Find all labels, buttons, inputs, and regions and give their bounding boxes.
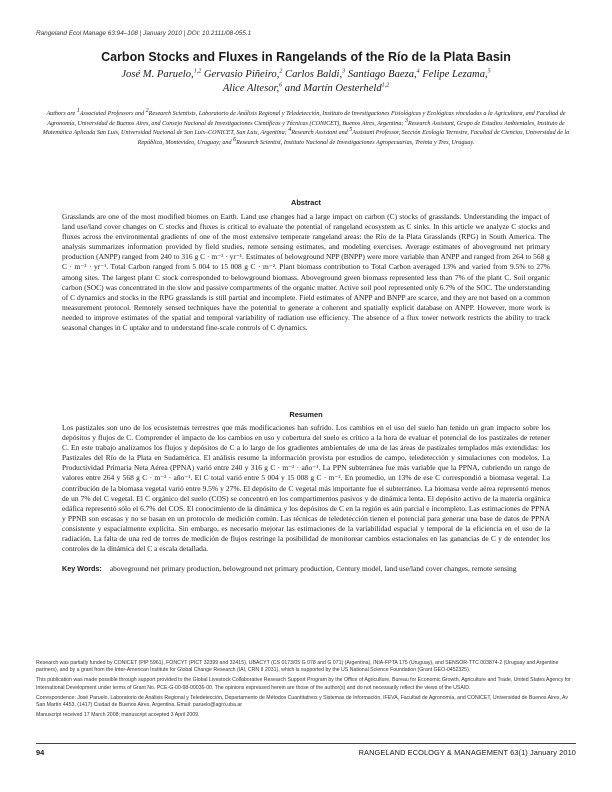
affiliation-text: Research Assistant and: [291, 130, 350, 137]
footnote-usaid: This publication was made possible through support provided to the Global Livestock Collaborative Research Support Program by the Office of Agriculture, Bureau for Economic Growth, Agriculture and Trade, United States Agency for International Development under terms of Grant No. PCE-G-00-98-00036-00. The opinions expressed herein are those of the author(s) and do not necessarily reflect the views of the USAID.: [36, 677, 571, 691]
affiliation-mark: 3: [404, 117, 408, 124]
affiliation-mark: 6: [233, 136, 237, 143]
author-affiliation-mark: 1,2: [193, 68, 202, 75]
abstract-text: Grasslands are one of the most modified biomes on Earth. Land use changes had a large impact on carbon (C) stocks of grasslands. Understanding the impact of land use/land cover changes on C stocks and fluxes is critical to evaluate the potential of rangeland ecosystem as C sinks. In this article we analyze C stocks and fluxes across the environmental gradients of one of the most extensive temperate rangeland areas: the Río de la Plata Grasslands (RPG) in South America. The analysis summarizes information provided by field studies, remote sensing estimates, and modeling exercises. Average estimates of aboveground net primary production (ANPP) ranged from 240 to 316 g C · m⁻² · yr⁻¹. Estimates of belowground NPP (BNPP) were more variable than ANPP and ranged from 264 to 568 g C · m⁻² · yr⁻¹. Total Carbon ranged from 5 004 to 15 008 g C · m⁻². Plant biomass contribution to Total Carbon averaged 13% and varied from 9.5% to 27% among sites. The largest plant C stock corresponded to belowground biomass. Aboveground green biomass represented less than 7% of the plant C. Soil organic carbon (SOC) was concentrated in the slow and passive compartments of the organic matter. Active soil pool represented only 6.7% of the SOC. The understanding of C dynamics and stocks in the RPG grasslands is still partial and incomplete. Field estimates of ANPP and BNPP are scarce, and they are not based on a common measurement protocol. Remotely sensed techniques have the potential to generate a coherent and spatially explicit database on ANPP. However, more work is needed to improve estimates of the spatial and temporal variability of radiation use efficiency. The absence of a flux tower network restricts the ability to track seasonal changes in C uptake and to understand fine-scale controls of C dynamics.: [62, 212, 550, 333]
footnote-correspondence: Correspondence: José Paruelo, Laboratorio de Análisis Regional y Teledetección, Departamento de Métodos Cuantitativos y Sistemas de Información, IFEVA, Facultad de Agronomía, and CONICET, Universidad de Buenos Aires, Av San Martín 4453, (1417) Ciudad de Buenos Aires, Argentina. Email: paruelo@agro.uba.ar: [36, 694, 569, 709]
running-header: Rangeland Ecol Manage 63:94–108 | January 2010 | DOI: 10.2111/08-055.1: [36, 30, 252, 37]
affiliation-text: Associated Professors and: [79, 111, 146, 117]
author-affiliation-mark: 4: [416, 68, 420, 75]
affiliation-text: Authors are: [46, 111, 77, 117]
affiliation-text: Research Scientist, Instituto Nacional de Investigaciones Agropecuarias, Treinta y Tres, Uruguay.: [236, 139, 475, 146]
affiliation-mark: 2: [145, 107, 149, 114]
resumen-heading: Resumen: [289, 410, 323, 419]
keywords-label: Key Words:: [62, 564, 102, 573]
author-name: Felipe Lezama,: [422, 69, 488, 80]
author-name: Alice Altesor,: [222, 83, 280, 94]
affiliation-mark: 5: [349, 127, 353, 134]
footnote-funding: Research was partially funded by CONICET (PIP 5961), FONCYT (PICT 32399 and 32415), UBACYT (CS 0173/05 G 078 and G 071) (Argentina), INIA-FPTA 175 (Uruguay), and SENSOR-TTC 003874-2 (Uruguay and Argentine partners), and by a grant from the Inter-American Institute for Global Change Research (IAI, CRN II 2031), which is supported by the US National Science Foundation (Grant GEO-0452325).: [36, 660, 559, 674]
resumen-text: Los pastizales son uno de los ecosistemas terrestres que más modificaciones han sufrido. Los cambios en el uso del suelo han tenido un gran impacto sobre los depósitos y flujos de C. Comprender el impacto de los cambios en uso y cobertura del suelo es crítico a la hora de evaluar el potencial de los pastizales de retener C. En este trabajo analizamos los flujos y depósitos de C a lo largo de los gradientes ambientales de una de las áreas de pastizales templados más extendidas: los Pastizales del Río de la Plata en Sudamérica. El análisis resume la información provista por estudios de campo, teledetección y simulaciones con modelos. La Productividad Primaria Neta Aérea (PPNA) varió entre 240 y 316 g C · m⁻² · año⁻¹. La PPN subterránea fue más variable que la PPNA, cubriendo un rango de valores entre 264 y 568 g C · m⁻² · año⁻¹. El C total varió entre 5 004 y 15 008 g C · m⁻². En promedio, un 13% de ese C correspondió a biomasa vegetal. La contribución de la biomasa vegetal varió entre 9.5% y 27%. El depósito de C vegetal más importante fue el subterráneo. La biomasa verde aérea representó menos de un 7% del C vegetal. El C orgánico del suelo (COS) se concentró en los compartimentos pasivos y de dinámica lenta. El depósito activo de la materia orgánica edáfica representó sólo el 6.7% del COS. El conocimiento de la dinámica y los depósitos de C en la región es aún parcial e incompleto. Las estimaciones de PPNA y PPNB son escasas y no se basan en un protocolo de medición común. Las técnicas de teledetección tienen el potencial para generar una base de datos de PPNA consistente y espacialmente explícita. Sin embargo, es necesario mejorar las estimaciones de la variabilidad espacial y temporal de la eficiencia en el uso de la radiación. La falta de una red de torres de medición de flujos restringe la posibilidad de monitorear cambios estacionales en las ganancias de C y de entender los controles de la dinámica del C a escala detallada.: [62, 423, 550, 554]
author-affiliations: [40, 107, 572, 148]
author-name: José M. Paruelo,: [121, 69, 194, 80]
author-name: Santiago Baeza,: [347, 69, 417, 80]
footnote-manuscript-dates: Manuscript received 17 March 2008; manuscript accepted 3 April 2009.: [36, 712, 200, 719]
author-list: [56, 68, 556, 96]
keywords: [62, 564, 550, 574]
abstract-heading: Abstract: [291, 198, 321, 207]
journal-footer: RANGELAND ECOLOGY & MANAGEMENT 63(1) January 2010: [358, 748, 576, 757]
affiliation-mark: 1: [76, 107, 80, 114]
article-title: Carbon Stocks and Fluxes in Rangelands of the Río de la Plata Basin: [101, 50, 511, 64]
author-name: and Martín Oesterheld: [284, 83, 382, 94]
affiliation-mark: 4: [288, 127, 292, 134]
author-affiliation-mark: 6: [279, 82, 283, 89]
author-affiliation-mark: 5: [487, 68, 491, 75]
author-affiliation-mark: 3: [342, 68, 346, 75]
author-affiliation-mark: 1,2: [381, 82, 390, 89]
author-name: Gervasio Piñeiro,: [203, 69, 280, 80]
affiliation-text: Research Assistant, Grupo de Estudios Ambientales, Instituto de Matemática Aplicada San Luis, Universidad Nacional de San Luis–CONICET, San Luis, Argentina;: [42, 120, 565, 137]
author-affiliation-mark: 2: [279, 68, 283, 75]
author-name: Carlos Baldi,: [285, 69, 343, 80]
footnotes: [36, 660, 576, 722]
keywords-text: aboveground net primary production, belowground net primary production, Century model, land use/land cover changes, remote sensing: [109, 564, 517, 573]
affiliation-text: Assistant Professor, Sección Ecología Terrestre, Facultad de Ciencias, Universidad de la República, Montevideo, Uruguay; and: [137, 130, 570, 146]
page-number: 94: [36, 748, 45, 757]
affiliation-text: Research Scientists, Laboratorio de Análisis Regional y Teledetección, Instituto de Investigaciones Fisiológicas y Ecológicas vinculadas a la Agricultura, and Facultad de Agronomía, Universidad de Buenos Aires, and Consejo Nacional de Investigaciones Científicas y Técnicas (CONICET), Buenos Aires, Argentina;: [47, 111, 566, 127]
footer-rule: [36, 743, 576, 744]
